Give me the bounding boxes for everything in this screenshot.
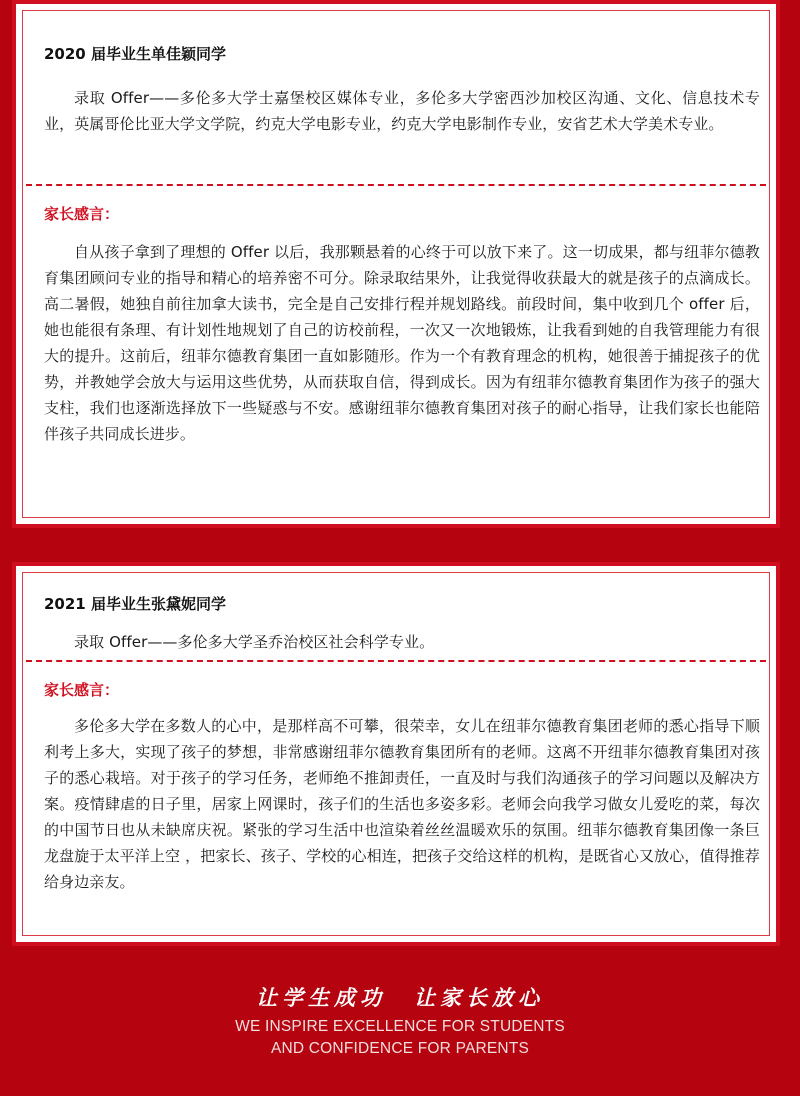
slogan-parents: 让家长放心 bbox=[414, 986, 544, 1010]
parent-testimonial-text: 多伦多大学在多数人的心中，是那样高不可攀，很荣幸，女儿在纽菲尔德教育集团老师的悉心指导下顺利考上多大，实现了孩子的梦想，非常感谢纽菲尔德教育集团所有的老师。这离不开纽菲尔德教育集团对孩子的悉心栽培。对于孩子的学习任务，老师绝不推卸责任，一直及时与我们沟通孩子的学习问题以及解决方案。疫情肆虐的日子里，居家上网课时，孩子们的生活也多姿多彩。老师会向我学习做女儿爱吃的菜，每次的中国节日也从未缺席庆祝。紧张的学习生活中也渲染着丝丝温暖欢乐的氛围。纽菲尔德教育集团像一条巨龙盘旋于太平洋上空 ，把家长、孩子、学校的心相连，把孩子交给这样的机构，是既省心又放心，值得推荐给身边亲友。 bbox=[44, 717, 760, 891]
footer-english-line-2: AND CONFIDENCE FOR PARENTS bbox=[270, 1040, 530, 1057]
testimonial-card-2020 bbox=[12, 0, 780, 528]
dashed-divider bbox=[26, 184, 766, 186]
slogan-students: 让学生成功 bbox=[256, 986, 386, 1010]
parent-testimonial-text: 自从孩子拿到了理想的 Offer 以后，我那颗悬着的心终于可以放下来了。这一切成果，都与纽菲尔德教育集团顾问专业的指导和精心的培养密不可分。除录取结果外，让我觉得收获最大的就是孩子的点滴成长。高二暑假，她独自前往加拿大读书，完全是自己安排行程并规划路线。前段时间，集中收到几个 offer 后，她也能很有条理、有计划性地规划了自己的访校前程，一次又一次地锻炼，让我看到她的自我管理能力有很大的提升。这前后，纽菲尔德教育集团一直如影随形。作为一个有教育理念的机构，她很善于捕捉孩子的优势，并教她学会放大与运用这些优势，从而获取自信，得到成长。因为有纽菲尔德教育集团作为孩子的强大支柱，我们也逐渐选择放下一些疑惑与不安。感谢纽菲尔德教育集团对孩子的耐心指导，让我们家长也能陪伴孩子共同成长进步。 bbox=[44, 243, 760, 443]
student-title: 2020 届毕业生单佳颖同学 bbox=[44, 45, 226, 63]
offer-text: 录取 Offer——多伦多大学士嘉堡校区媒体专业，多伦多大学密西沙加校区沟通、文化、信息技术专业，英属哥伦比亚大学文学院，约克大学电影专业，约克大学电影制作专业，安省艺术大学美术专业。 bbox=[44, 89, 760, 133]
footer-english-line-1: WE INSPIRE EXCELLENCE FOR STUDENTS bbox=[235, 1018, 565, 1035]
footer-slogan bbox=[0, 982, 800, 1012]
testimonial-card-2021 bbox=[12, 562, 780, 946]
dashed-divider bbox=[26, 660, 766, 662]
parent-testimonial-label: 家长感言： bbox=[44, 205, 120, 223]
student-title: 2021 届毕业生张黛妮同学 bbox=[44, 595, 226, 613]
offer-text: 录取 Offer——多伦多大学圣乔治校区社会科学专业。 bbox=[74, 633, 435, 651]
parent-testimonial-label: 家长感言： bbox=[44, 681, 120, 699]
